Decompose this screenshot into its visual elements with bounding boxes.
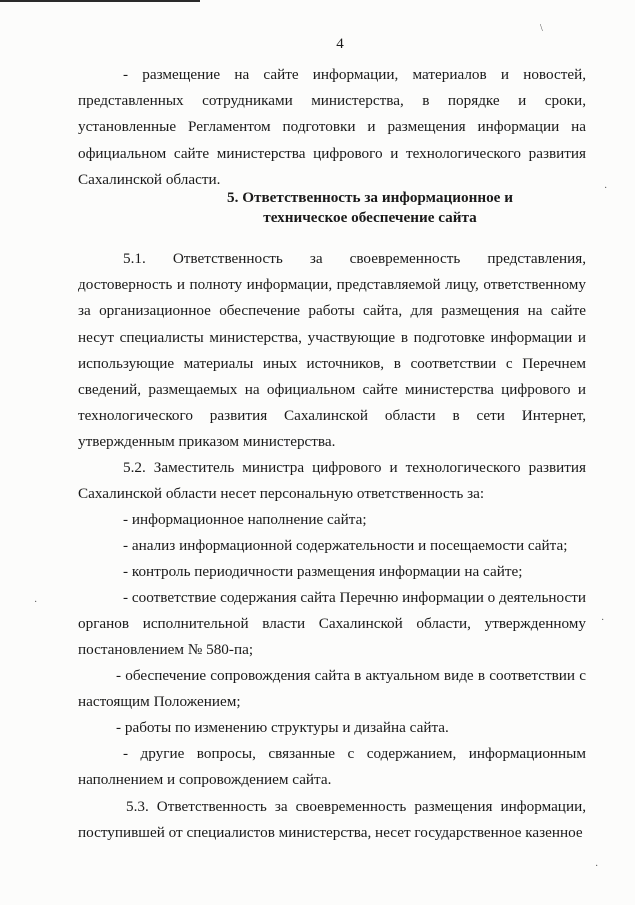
list-item: - контроль периодичности размещения информации на сайте;: [123, 563, 523, 580]
section-title-line-2: техническое обеспечение сайта: [263, 209, 477, 226]
scan-speck: ·: [604, 183, 608, 194]
list-item: - обеспечение сопровождения сайта в актуальном виде в соответствии с настоящим Положением;: [78, 667, 586, 711]
list-item: - информационное наполнение сайта;: [123, 511, 367, 528]
section-title-line-1: 5. Ответственность за информационное и: [227, 189, 513, 206]
section-title: [170, 188, 570, 228]
list-item: - соответствие содержания сайта Перечню информации о деятельности органов исполнительной власти Сахалинской области, утвержденному постановлением № 580-па;: [78, 589, 586, 659]
scan-speck: ·: [595, 861, 599, 872]
scan-speck: ·: [34, 597, 38, 608]
paragraph-5-2: 5.2. Заместитель министра цифрового и технологического развития Сахалинской области несет персональную ответственность за:: [78, 459, 586, 503]
scan-speck: \: [540, 23, 543, 34]
scan-speck: ·: [601, 615, 605, 626]
top-edge-rule: [0, 0, 200, 2]
list-item: - работы по изменению структуры и дизайна сайта.: [116, 719, 449, 736]
list-item: - другие вопросы, связанные с содержанием, информационным наполнением и сопровождением сайта.: [78, 745, 586, 789]
page-number: 4: [336, 36, 344, 52]
list-item: - анализ информационной содержательности и посещаемости сайта;: [123, 537, 568, 554]
paragraph-5-3: 5.3. Ответственность за своевременность размещения информации, поступившей от специалистов министерства, несет государственное казенное: [78, 798, 586, 842]
intro-paragraph: - размещение на сайте информации, материалов и новостей, представленных сотрудниками министерства, в порядке и сроки, установленные Регламентом подготовки и размещения информации на официальном сайте министерства цифрового и технологического развития Сахалинской области.: [78, 66, 586, 188]
paragraph-5-1: 5.1. Ответственность за своевременность представления, достоверность и полноту информации, представляемой лицу, ответственному за организационное обеспечение работы сайта, для размещения на сайте несут специалисты министерства, участвующие в подготовке информации и использующие материалы иных источников, в соответствии с Перечнем сведений, размещаемых на официальном сайте министерства цифрового и технологического развития Сахалинской области в сети Интернет, утвержденным приказом министерства.: [78, 250, 586, 451]
